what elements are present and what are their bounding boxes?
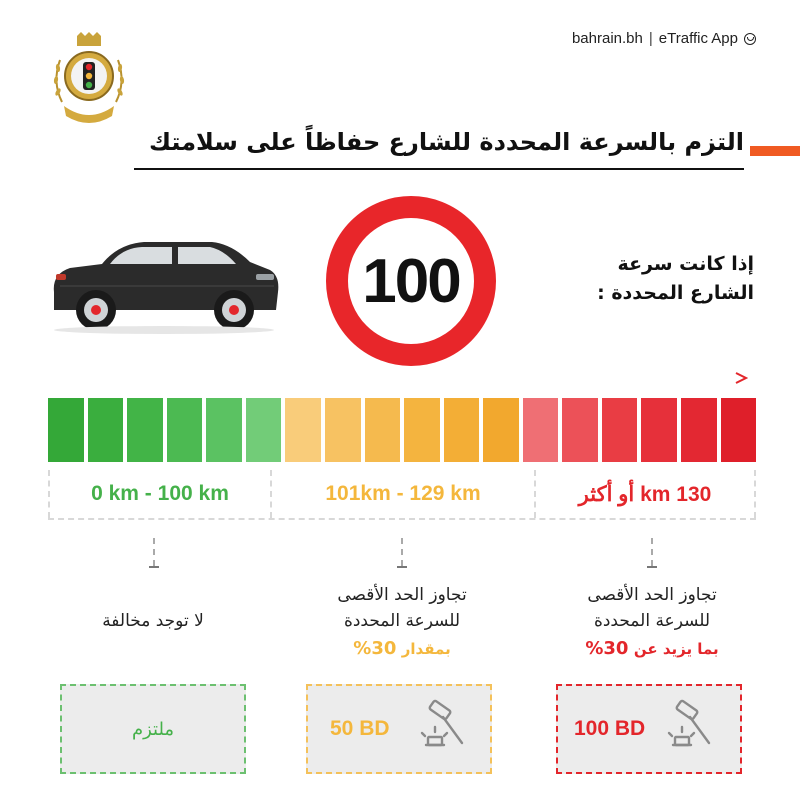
speed-bar bbox=[562, 398, 598, 462]
speed-bar bbox=[325, 398, 361, 462]
speed-bar bbox=[206, 398, 242, 462]
connector-green bbox=[153, 538, 155, 566]
page-title: التزم بالسرعة المحددة للشارع حفاظاً على سلامتك bbox=[149, 128, 744, 156]
desc-yellow-line3 bbox=[296, 635, 508, 663]
speed-bar bbox=[167, 398, 203, 462]
question-line-1: إذا كانت سرعة bbox=[617, 253, 754, 275]
speed-bar bbox=[48, 398, 84, 462]
fine-yellow-amount: 50 BD bbox=[330, 717, 390, 740]
desc-green bbox=[56, 608, 250, 634]
title-accent-bar bbox=[750, 146, 800, 156]
fine-box-red bbox=[556, 684, 742, 774]
range-green: 0 km - 100 km bbox=[48, 470, 272, 518]
speed-arrow bbox=[48, 372, 748, 384]
traffic-directorate-emblem-icon bbox=[48, 32, 130, 128]
speed-bar bbox=[127, 398, 163, 462]
header-brand bbox=[572, 30, 756, 47]
fine-box-yellow bbox=[306, 684, 492, 774]
car-illustration bbox=[44, 230, 284, 340]
title-row bbox=[0, 128, 800, 180]
fine-red-amount: 100 BD bbox=[574, 717, 646, 740]
desc-red bbox=[546, 582, 758, 663]
speed-bar bbox=[721, 398, 757, 462]
speed-bar bbox=[88, 398, 124, 462]
range-red: 130 km أو أكثر bbox=[536, 470, 756, 518]
desc-red-line2: للسرعة المحددة bbox=[593, 611, 711, 632]
site-name: bahrain.bh bbox=[571, 30, 643, 47]
header-separator: | bbox=[648, 30, 653, 47]
speed-bar bbox=[483, 398, 519, 462]
speed-bar bbox=[444, 398, 480, 462]
steering-wheel-icon bbox=[744, 33, 756, 45]
desc-yellow-line2: للسرعة المحددة bbox=[343, 611, 461, 632]
desc-yellow bbox=[296, 582, 508, 663]
speed-bar bbox=[602, 398, 638, 462]
gavel-icon bbox=[661, 699, 721, 759]
desc-yellow-label: بمقدار bbox=[401, 639, 451, 658]
speed-bar bbox=[285, 398, 321, 462]
desc-red-pct: 30% bbox=[585, 637, 629, 659]
speed-bar bbox=[523, 398, 559, 462]
speed-bar bbox=[641, 398, 677, 462]
range-divider bbox=[48, 518, 756, 520]
speed-limit-sign bbox=[326, 196, 496, 366]
fine-green-text: ملتزم bbox=[131, 718, 175, 740]
title-underline bbox=[134, 168, 744, 170]
speed-limit-value: 100 bbox=[362, 246, 460, 316]
desc-red-line3 bbox=[546, 635, 758, 663]
question-line-2: الشارع المحددة : bbox=[597, 281, 754, 304]
range-yellow: 101km - 129 km bbox=[272, 470, 536, 518]
speed-bar bbox=[404, 398, 440, 462]
app-name: eTraffic App bbox=[658, 30, 738, 47]
speed-bar bbox=[365, 398, 401, 462]
desc-red-line1: تجاوز الحد الأقصى bbox=[587, 585, 717, 605]
desc-red-label: بما يزيد عن bbox=[633, 639, 719, 658]
speed-bars bbox=[48, 398, 756, 462]
gavel-icon bbox=[414, 699, 474, 759]
desc-yellow-line1: تجاوز الحد الأقصى bbox=[337, 585, 467, 605]
speed-bar bbox=[246, 398, 282, 462]
desc-yellow-pct: 30% bbox=[353, 637, 397, 659]
fine-box-green bbox=[60, 684, 246, 774]
speed-bar bbox=[681, 398, 717, 462]
desc-green-text: لا توجد مخالفة bbox=[102, 611, 204, 631]
connector-red bbox=[651, 538, 653, 566]
speed-question bbox=[534, 250, 754, 307]
connector-yellow bbox=[401, 538, 403, 566]
